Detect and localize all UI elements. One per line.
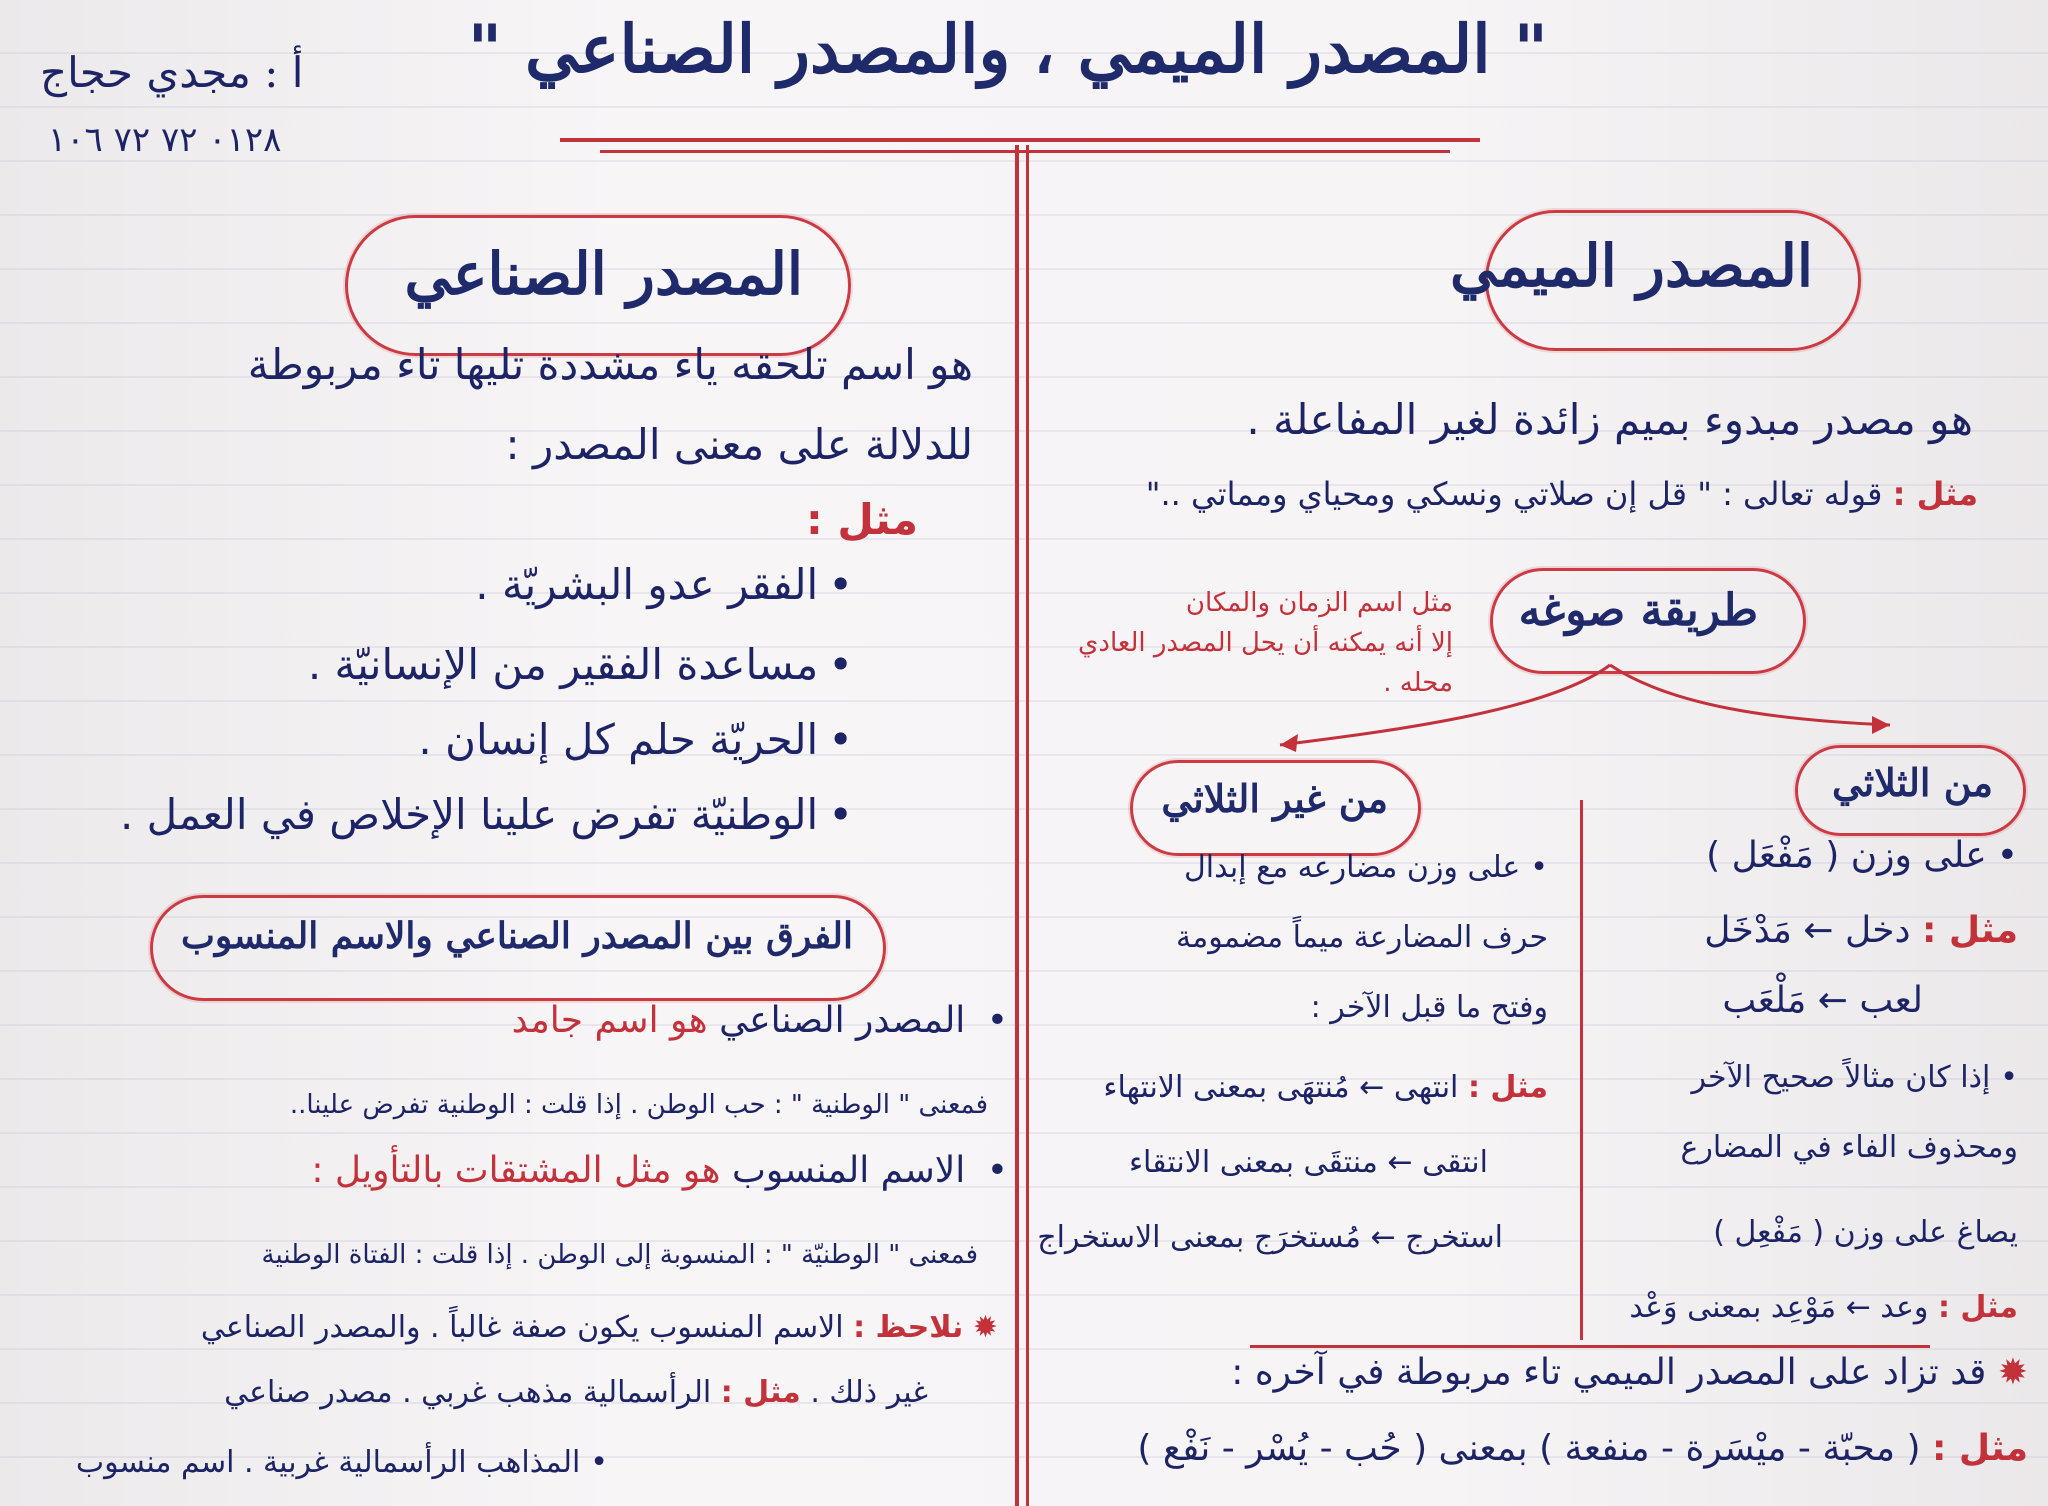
note-ex1: الرأسمالية مذهب غربي . مصدر صناعي [224,1375,712,1410]
ghair-ex3: استخرج ← مُستخرَج بمعنى الاستخراج [1037,1220,1503,1255]
thulathi-ex3-row [1629,1290,2018,1325]
note-line2-row [224,1375,928,1410]
extra-line-text: قد تزاد على المصدر الميمي تاء مربوطة في آخره : [1231,1352,1987,1393]
mimi-example [1146,475,1978,513]
note-ex-label: مثل : [720,1375,801,1410]
ghair-heading: من غير الثلاثي [1161,776,1388,821]
diff1-a: المصدر الصناعي [719,1000,966,1041]
note-line2: غير ذلك . [810,1375,928,1410]
thulathi-ex1: دخل ← مَدْخَل [1704,910,1911,951]
note-label: نلاحظ : [853,1310,964,1345]
thulathi-ex3-label: مثل : [1937,1290,2018,1325]
note-ex2: • المذاهب الرأسمالية غربية . اسم منسوب [76,1445,608,1480]
extra-line [1231,1352,2028,1393]
sinai-example-4: • الوطنيّة تفرض علينا الإخلاص في العمل . [120,790,853,839]
author-phone: ٠١٢٨ ٧٢ ٧٢ ١٠٦ [48,120,282,160]
sinai-example-2: • مساعدة الفقير من الإنسانيّة . [308,640,853,689]
diff1-c: فمعنى " الوطنية " : حب الوطن . إذا قلت : الوطنية تفرض علينا.. [289,1090,988,1120]
diff2-b: هو مثل المشتقات بالتأويل : [311,1150,721,1191]
note-text: الاسم المنسوب يكون صفة غالباً . والمصدر الصناعي [200,1310,844,1345]
page-title: " المصدر الميمي ، والمصدر الصناعي " [467,10,1548,88]
mimi-example-text: قوله تعالى : " قل إن صلاتي ونسكي ومحياي ومماتي .." [1145,475,1883,513]
ghair-ex-label: مثل : [1467,1070,1548,1105]
thulathi-rule2-2: ومحذوف الفاء في المضارع [1680,1130,2018,1165]
extra-example: ( محبّة - ميْسَرة - منفعة ) بمعنى ( حُب - يُسْر - نَفْع ) [1137,1428,1921,1469]
title-underline-2 [600,150,1450,153]
sinai-def-1: هو اسم تلحقه ياء مشددة تليها تاء مربوطة [247,340,973,389]
sub-divider [1580,800,1583,1340]
mimi-example-label: مثل : [1892,475,1978,513]
formation-arrows [1250,650,1900,770]
ghair-ex-row1 [1103,1070,1548,1105]
formation-note-1: مثل اسم الزمان والمكان [1185,588,1453,618]
diff1-row [512,1000,1008,1041]
thulathi-rule2-1: • إذا كان مثالاً صحيح الآخر [1691,1060,2018,1095]
note-star-icon: ✹ [972,1310,998,1345]
sinai-heading: المصدر الصناعي [404,240,803,308]
extra-star-icon: ✹ [1997,1352,2028,1393]
thulathi-ex-row1 [1704,910,2018,951]
diff2-row [311,1150,1008,1191]
thulathi-ex2: لعب ← مَلْعَب [1722,980,1923,1021]
formation-heading: طريقة صوغه [1518,585,1758,636]
diff2-c: فمعنى " الوطنيّة " : المنسوبة إلى الوطن . إذا قلت : الفتاة الوطنية [261,1240,978,1270]
sinai-example-1: • الفقر عدو البشريّة . [475,560,853,609]
ghair-rule-2: حرف المضارعة ميماً مضمومة [1176,920,1548,955]
title-underline [560,138,1480,142]
extra-divider [1250,1345,1930,1348]
sinai-example-label: مثل : [805,495,918,544]
center-divider [1015,145,1019,1506]
diff1-b: هو اسم جامد [511,1000,708,1041]
thulathi-ex3: وعد ← مَوْعِد بمعنى وَعْد [1629,1290,1929,1325]
formation-note-2: إلا أنه يمكنه أن يحل المصدر العادي [1078,628,1453,658]
extra-example-row [1137,1428,2028,1469]
ghair-ex1: انتهى ← مُنتهَى بمعنى الانتهاء [1103,1070,1459,1105]
sinai-example-3: • الحريّة حلم كل إنسان . [418,715,853,764]
mimi-heading: المصدر الميمي [1450,232,1813,300]
diff-heading: الفرق بين المصدر الصناعي والاسم المنسوب [180,915,853,957]
diff2-a: الاسم المنسوب [731,1150,966,1191]
ghair-rule-1: • على وزن مضارعه مع إبدال [1184,850,1548,885]
thulathi-rule: • على وزن ( مَفْعَل ) [1706,835,2018,876]
thulathi-heading: من الثلاثي [1831,760,1993,805]
thulathi-rule2-3: يصاغ على وزن ( مَفْعِل ) [1713,1215,2018,1250]
mimi-definition: هو مصدر مبدوء بميم زائدة لغير المفاعلة . [1246,395,1973,444]
ghair-ex2: انتقى ← منتقَى بمعنى الانتقاء [1128,1145,1488,1180]
thulathi-ex-label: مثل : [1921,910,2018,951]
author-name: أ : مجدي حجاج [40,48,304,97]
note-row [201,1310,998,1345]
formation-note-3: محله . [1383,668,1453,698]
ghair-rule-3: وفتح ما قبل الآخر : [1310,990,1548,1025]
sinai-def-2: للدلالة على معنى المصدر : [505,420,973,469]
center-divider-2 [1026,145,1029,1506]
extra-example-label: مثل : [1931,1428,2028,1469]
